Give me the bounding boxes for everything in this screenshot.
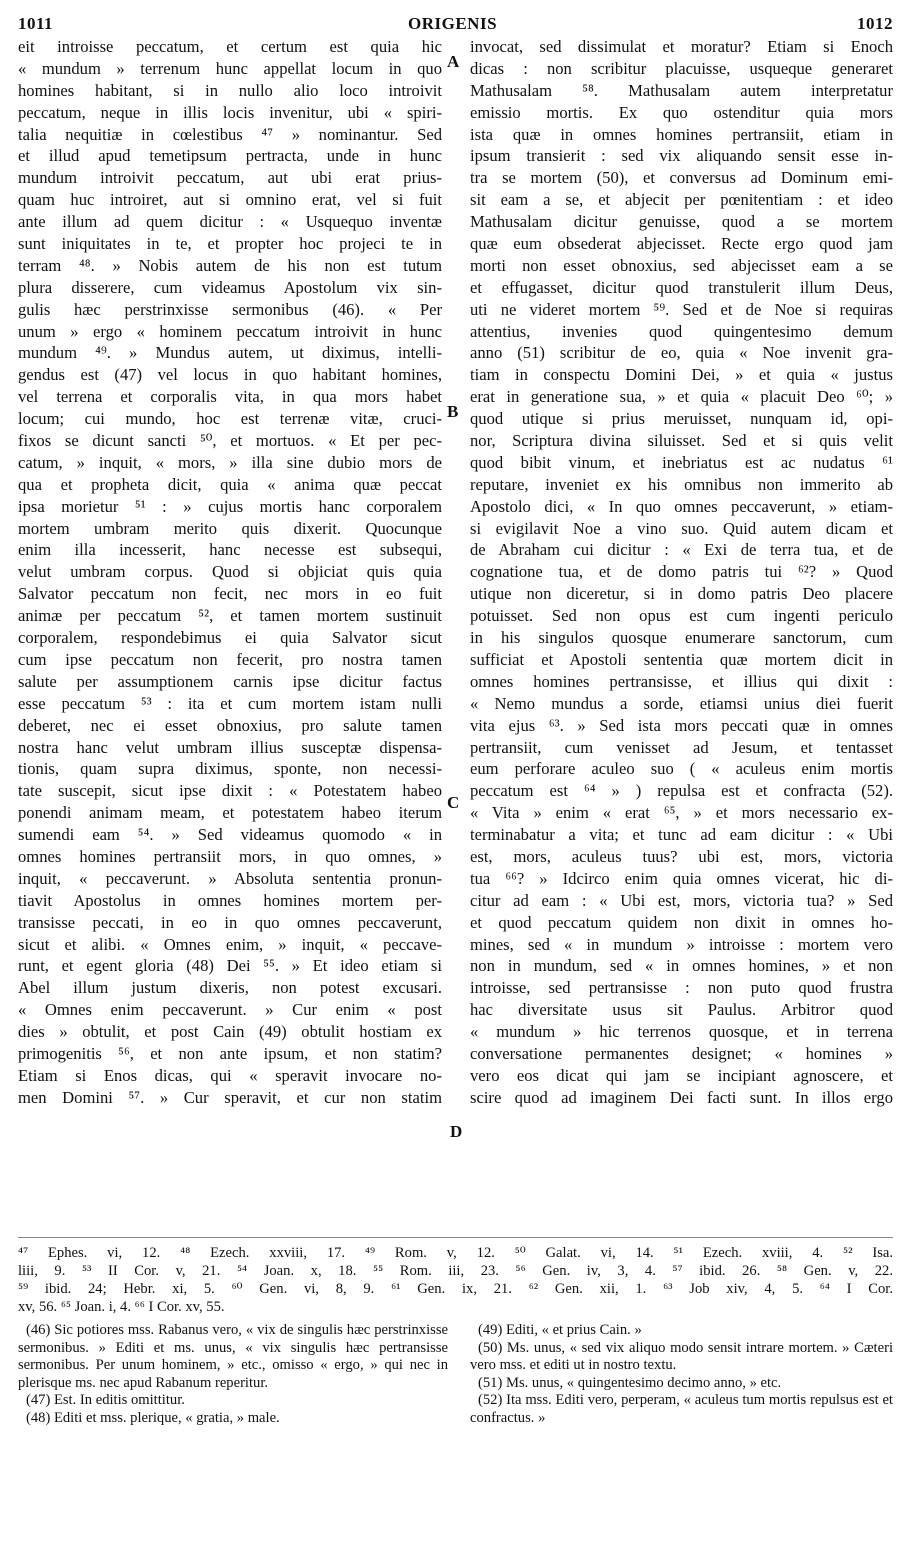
footnote: (47) Est. In editis omittitur.: [26, 1392, 185, 1408]
text-line: sufficiat et Apostoli sententia quæ mortem dicit in: [470, 649, 893, 669]
reference-line: liii, 9. ⁵³ II Cor. v, 21. ⁵⁴ Joan. x, 18. ⁵⁵ Rom. iii, 23. ⁵⁶ Gen. iv, 3, 4. ⁵⁷ ibid. 26. ⁵⁸ Gen. v, 22.: [18, 1263, 893, 1279]
text-line: quam huc introiret, aut si omnino erat, vel si fuit: [18, 190, 442, 210]
text-line: Salvator peccatum non fecit, nec mors in eo fuit: [18, 584, 442, 604]
text-line: ipsum transierit : sed vix aliquando sensit esse in-: [470, 146, 893, 166]
text-line: salute per assumptionem carnis ipse dicitur factus: [18, 671, 442, 691]
text-line: et effugasset, dicitur quod transtulerit illum Deus,: [470, 277, 893, 297]
footnote: (48) Editi et mss. plerique, « gratia, » male.: [26, 1409, 280, 1426]
text-line: pertransiit, cum venisset ad Jesum, et tentasset: [470, 737, 893, 757]
text-line: tra se mortem (50), et conversus ad Dominum emi-: [470, 168, 893, 188]
text-line: cognatione tua, et de domo patris tui ⁶²? » Quod: [470, 562, 893, 582]
text-line: fixos se dicunt sancti ⁵⁰, et mortuos. « Et per pec-: [18, 431, 442, 451]
text-line: conversatione permanentes designet; « homines »: [470, 1043, 893, 1063]
text-line: cum ipse peccatum non fecerit, pro nostra tamen: [18, 649, 442, 669]
text-line: utique non diceretur, si in domo patris Deo placere: [470, 584, 893, 604]
margin-marker-a: A: [447, 52, 460, 71]
footnote: (51) Ms. unus, « quingentesimo decimo anno, » etc.: [478, 1374, 782, 1391]
text-line: terminabatur a vita; et tunc ad eam dicitur : « Ubi: [470, 825, 893, 845]
text-line: sunt iniquitates in te, et propter hoc projeci te in: [18, 234, 442, 254]
text-line: emissio mortis. Ex quo ostenditur quia mors: [470, 102, 893, 122]
text-line: inquit, « peccaverunt. » Absoluta sententia pronun-: [18, 868, 442, 888]
text-line: ponendi animam meam, et potestatem habeo iterum: [18, 803, 442, 823]
text-line: sumendi eam ⁵⁴. » Sed videamus quomodo « in: [18, 825, 442, 845]
text-line: tua ⁶⁶? » Idcirco enim quia omnes vicerat, hic di-: [470, 868, 893, 888]
text-line: non in mundum, sed « in omnes homines, » et non: [470, 956, 893, 976]
text-line: eum perforare aculeo suo ( « aculeus enim mortis: [470, 759, 893, 779]
text-line: et quod peccatum quidem non dixit in omnes ho-: [470, 912, 893, 932]
text-line: transisse peccati, in eo in quo omnes peccaverunt,: [18, 912, 442, 932]
text-line: « Nemo mundus a sorde, etiamsi unius diei fuerit: [470, 693, 893, 713]
text-line: quod utique si prius meruisset, nunquam id, opi-: [470, 409, 893, 429]
text-line: ipsa morietur ⁵¹ : » cujus mortis hanc corporalem: [18, 496, 442, 516]
text-line: nostra hanc velut umbram illius susceptæ dispensa-: [18, 737, 442, 757]
page-number-left: 1011: [18, 14, 54, 33]
text-line: est, mors, aculeus tuus? ubi est, mors, victoria: [470, 846, 893, 866]
text-line: terram ⁴⁸. » Nobis autem de his non est tutum: [18, 255, 442, 275]
text-line: qua et propheta dicit, quia « anima quæ peccat: [18, 474, 442, 494]
text-line: « Omnes enim peccaverunt. » Cur enim « post: [18, 1000, 442, 1020]
text-line: locum; cui mundo, hoc est terrenæ vitæ, cruci-: [18, 409, 442, 429]
text-line: talia nequitiæ in cœlestibus ⁴⁷ » nominantur. Sed: [18, 124, 442, 144]
margin-marker-b: B: [447, 402, 459, 421]
text-line: corporalem, respondebimus ei quia Salvator sicut: [18, 628, 442, 648]
text-line: eit introisse peccatum, et certum est quia hic: [18, 37, 442, 56]
text-line: anno (51) scribitur de eo, quia « Noe invenit gra-: [470, 343, 893, 363]
footnote: (49) Editi, « et prius Cain. »: [478, 1322, 642, 1338]
text-line: ista quæ in omnes homines pertransiit, etiam in: [470, 124, 893, 144]
text-line: gendus est (47) vel locus in quo habitant homines,: [18, 365, 442, 385]
page-number-right: 1012: [857, 14, 893, 33]
text-line: gulis hæc perstrinxisse sermonibus (46). « Per: [18, 299, 442, 319]
text-line: invocat, sed dissimulat et moratur? Etiam si Enoch: [470, 37, 893, 56]
text-line: sicut et alibi. « Omnes enim, » inquit, « peccave-: [18, 934, 442, 954]
text-line: sit eam a se, et abjecit per pœnitentiam : et ideo: [470, 190, 893, 210]
text-line: mundum introivit peccatum, aut ubi erat prius-: [18, 168, 442, 188]
text-line: mundum ⁴⁹. » Mundus autem, ut diximus, intelli-: [18, 343, 442, 363]
text-line: deberet, nec ei esset obnoxius, pro salute tamen: [18, 715, 442, 735]
right-text-column: [470, 36, 893, 1109]
text-line: primogenitis ⁵⁶, et non ante ipsum, et non statim?: [18, 1043, 442, 1063]
text-line: morti non esset obnoxius, sed abjecisset eam a se: [470, 255, 893, 275]
text-line: plura disserere, cum videamus Apostolum vix sin-: [18, 277, 442, 297]
text-line: homines habitant, si in nullo alio loco introivit: [18, 80, 442, 100]
text-line: citur ad eam : « Ubi est, mors, victoria tua? » Sed: [470, 890, 893, 910]
text-line: Abel illum justum dixeris, non potest excusari.: [18, 978, 442, 998]
running-title: ORIGENIS: [408, 14, 498, 33]
text-line: unum » ergo « hominem peccatum introivit in hunc: [18, 321, 442, 341]
text-line: nor, Scriptura divina siluisset. Sed et si quis velit: [470, 431, 893, 451]
text-line: et illud apud temetipsum pertracta, unde in hunc: [18, 146, 442, 166]
text-line: peccatum, neque in illis locis invenitur, ubi « spiri-: [18, 102, 442, 122]
text-line: peccatum est ⁶⁴ » ) repulsa est et confracta (52).: [470, 781, 893, 801]
text-line: tiam in conspectu Domini Dei, » et quia « justus: [470, 365, 893, 385]
text-line: introisse, sed pertransisse : non puto quod frustra: [470, 978, 893, 998]
text-line: omnes homines pertransisse, et illius qui dixit :: [470, 671, 893, 691]
text-line: men Domini ⁵⁷. » Cur speravit, et cur non statim: [18, 1087, 442, 1107]
footnote: (50) Ms. unus, « sed vix aliquo modo sensit intrare mortem. » Cæteri vero mss. et editi ut in nostro textu.: [470, 1339, 893, 1373]
text-line: Etiam si Enos dicas, qui « speravit invocare no-: [18, 1065, 442, 1085]
margin-marker-d: D: [450, 1122, 463, 1141]
text-line: enim illa incesserit, hanc necesse est subsequi,: [18, 540, 442, 560]
text-line: vel terrena et corporalis vita, in qua mors habet: [18, 387, 442, 407]
text-line: quod bibit vinum, et inebriatus est ac nudatus ⁶¹: [470, 452, 893, 472]
text-line: dicas : non scribitur placuisse, usqueque generaret: [470, 58, 893, 78]
text-line: tionis, quam supra diximus, sponte, non necessi-: [18, 759, 442, 779]
text-line: ante illum ad quem dicitur : « Usquequo inventæ: [18, 212, 442, 232]
text-line: hac diversitate usus sit Paulus. Arbitror quod: [470, 1000, 893, 1020]
scripture-references: [18, 1244, 893, 1316]
reference-line: ⁵⁹ ibid. 24; Hebr. xi, 5. ⁶⁰ Gen. vi, 8, 9. ⁶¹ Gen. ix, 21. ⁶² Gen. xii, 1. ⁶³ Job xiv, 4, 5. ⁶⁴ I Cor.: [18, 1281, 893, 1297]
text-line: vero eos dicat qui jam se incipiant agnoscere, et: [470, 1065, 893, 1085]
text-line: omnes homines pertransiit mors, in quo omnes, »: [18, 846, 442, 866]
footnote-rule: [18, 1237, 893, 1238]
margin-marker-c: C: [447, 793, 460, 812]
text-line: esse peccatum ⁵³ : ita et cum mortem istam nulli: [18, 693, 442, 713]
text-line: catum, » inquit, « mors, » illa sine dubio mors de: [18, 452, 442, 472]
footnote: (52) Ita mss. Editi vero, perperam, « aculeus tum mortis repulsus est et confractus. »: [470, 1392, 893, 1426]
text-line: attentius, invenies quod quingentesimo demum: [470, 321, 893, 341]
text-line: quæ eum obsederat abjecisset. Recte ergo quod jam: [470, 234, 893, 254]
notes-left: [18, 1322, 448, 1427]
text-line: tiavit Apostolus in omnes homines mortem per-: [18, 890, 442, 910]
reference-line: ⁴⁷ Ephes. vi, 12. ⁴⁸ Ezech. xxviii, 17. ⁴⁹ Rom. v, 12. ⁵⁰ Galat. vi, 14. ⁵¹ Ezech. xviii, 4. ⁵² Isa.: [18, 1245, 893, 1261]
text-line: tate suscepit, sicut ipse dixit : « Potestatem habeo: [18, 781, 442, 801]
text-line: si evigilavit Noe a vino suo. Quid autem dicam et: [470, 518, 893, 538]
notes-right: [470, 1322, 893, 1427]
text-line: vita ejus ⁶³. » Sed ista mors peccati quæ in omnes: [470, 715, 893, 735]
text-line: animæ per peccatum ⁵², et tamen mortem sustinuit: [18, 606, 442, 626]
text-line: erat in generatione sua, » et quia « placuit Deo ⁶⁰; »: [470, 387, 893, 407]
text-line: de Abraham cui dicitur : « Exi de terra tua, et de: [470, 540, 893, 560]
text-line: « mundum » hic terrenos quosque, et in terrena: [470, 1022, 893, 1042]
text-line: in his singulos quosque enumerare sanctorum, cum: [470, 628, 893, 648]
text-line: uti ne videret mortem ⁵⁹. Sed et de Noe si requiras: [470, 299, 893, 319]
text-line: Mathusalam dicitur genuisse, quod a se mortem: [470, 212, 893, 232]
footnote: (46) Sic potiores mss. Rabanus vero, « vix de singulis hæc perstrinxisse sermonibus. » Editi et ms. unus, « vix singulis hæc pertransisse sermonibus. Per unum hominem, » etc., omisso « ergo, » qui nec in plerisque ms. nec apud Rabanum reperitur.: [18, 1322, 448, 1391]
text-line: mines, sed « in mundum » introisse : mortem vero: [470, 934, 893, 954]
text-line: mortem umbram merito quis dixerit. Quocunque: [18, 518, 442, 538]
text-line: scire quod ad imaginem Dei facti sunt. In illos ergo: [470, 1087, 893, 1107]
text-line: Mathusalam ⁵⁸. Mathusalam autem interpretatur: [470, 80, 893, 100]
text-line: potuisset. Sed non opus est cum ingenti periculo: [470, 606, 893, 626]
text-line: Apostolo dici, « In quo omnes peccaverunt, » etiam-: [470, 496, 893, 516]
text-line: velut umbram corpus. Quod si objiciat quis quia: [18, 562, 442, 582]
text-line: reputare, inveniet ex his omnibus non immerito ab: [470, 474, 893, 494]
text-line: « mundum » terrenum hunc appellat locum in quo: [18, 58, 442, 78]
text-line: runt, et egent gloria (48) Dei ⁵⁵. » Et ideo etiam si: [18, 956, 442, 976]
page-header: [18, 14, 893, 36]
text-line: « Vita » enim « erat ⁶⁵, » et mors necessario ex-: [470, 803, 893, 823]
reference-line: xv, 56. ⁶⁵ Joan. i, 4. ⁶⁶ I Cor. xv, 55.: [18, 1299, 225, 1315]
text-line: dies » obtulit, et post Cain (49) obtulit hostiam ex: [18, 1022, 442, 1042]
left-text-column: [18, 36, 442, 1109]
